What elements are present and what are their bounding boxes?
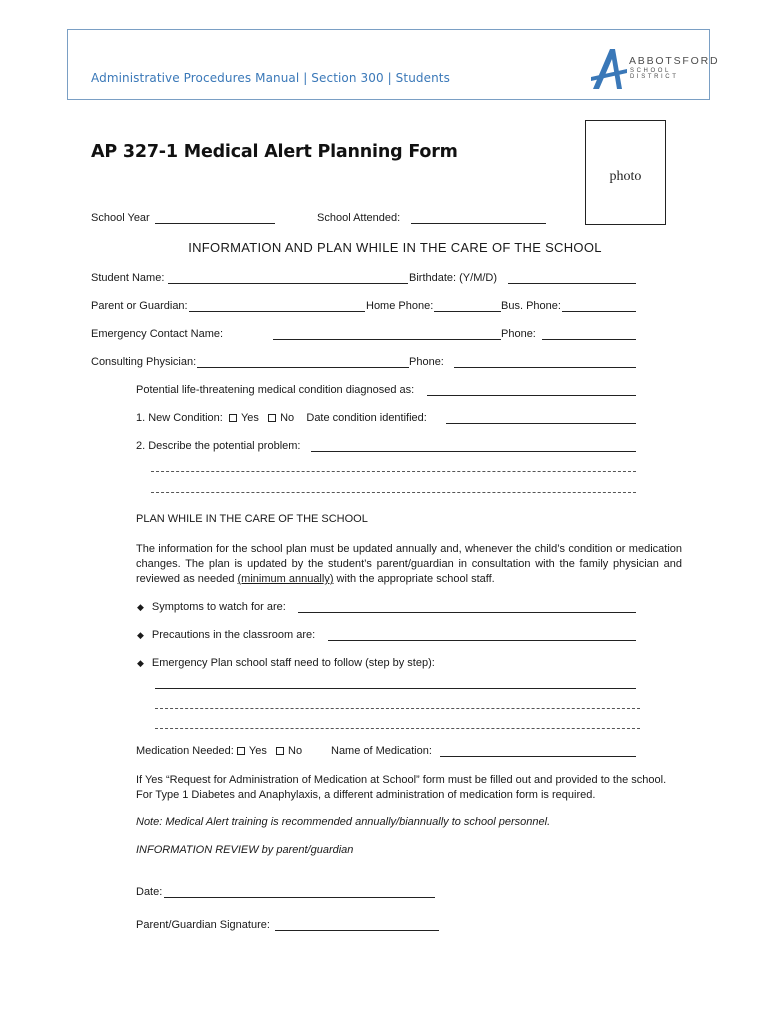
physician-label: Consulting Physician: [91,356,197,368]
plan-intro-text: The information for the school plan must be updated annually and, whenever the child’s condition or medication changes. The plan is updated by the student’s parent/guardian in consultation with the family physician and reviewed as needed [136,543,682,585]
precautions-label: Precautions in the classroom are: [151,629,316,641]
date-identified-field[interactable] [446,423,636,424]
form-title: AP 327-1 Medical Alert Planning Form [91,142,458,162]
medication-name-label: Name of Medication: [331,745,432,757]
plan-heading: PLAN WHILE IN THE CARE OF THE SCHOOL [136,513,368,525]
plan-intro-paragraph [136,542,682,587]
date-identified-label: Date condition identified: [306,412,427,424]
medication-needed-label: Medication Needed: [136,745,234,757]
emergency-plan-line-1[interactable] [155,688,636,689]
date-label: Date: [136,886,163,898]
student-name-label: Student Name: [91,272,165,284]
condition-diagnosed-label: Potential life-threatening medical condition diagnosed as: [136,384,415,396]
symptoms-label: Symptoms to watch for are: [151,601,286,613]
header-text: Administrative Procedures Manual | Section 300 | Students [91,71,450,85]
section-heading: INFORMATION AND PLAN WHILE IN THE CARE OF THE SCHOOL [188,240,602,255]
training-note: Note: Medical Alert training is recommended annually/biannually to school personnel. [136,816,551,828]
symptoms-field[interactable] [298,612,636,613]
new-condition-row [136,412,427,424]
plan-intro-text-end: with the appropriate school staff. [333,573,495,585]
birthdate-field[interactable] [508,283,636,284]
precautions-field[interactable] [328,640,636,641]
new-condition-no-checkbox[interactable] [268,414,276,422]
review-heading: INFORMATION REVIEW by parent/guardian [136,844,354,856]
plan-intro-underlined: (minimum annually) [237,573,334,585]
medication-no-label: No [288,745,303,757]
diamond-bullet-icon: ◆ [137,630,144,640]
bus-phone-field[interactable] [562,311,636,312]
home-phone-field[interactable] [434,311,501,312]
describe-problem-line-3[interactable] [151,492,636,493]
home-phone-label: Home Phone: [366,300,434,312]
emergency-phone-label: Phone: [501,328,536,340]
new-condition-yes-label: Yes [240,412,259,424]
medication-yes-checkbox[interactable] [237,747,245,755]
school-attended-field[interactable] [411,223,546,224]
document-header [67,29,720,100]
parent-guardian-label: Parent or Guardian: [91,300,188,312]
review-date-field[interactable] [164,897,435,898]
medication-needed-row [136,745,302,757]
logo-subtitle: SCHOOL DISTRICT [630,68,679,80]
precautions-row [137,629,315,641]
medication-name-field[interactable] [440,756,636,757]
emergency-plan-row [137,657,435,669]
medication-note: If Yes “Request for Administration of Medication at School” form must be filled out and provided to the school. For Type 1 Diabetes and Anaphylaxis, a different administration of medication form is required. [136,774,667,801]
school-year-field[interactable] [155,223,275,224]
medication-no-checkbox[interactable] [276,747,284,755]
school-attended-label: School Attended: [317,212,401,224]
district-logo [591,47,720,91]
emergency-plan-line-2[interactable] [155,708,640,709]
student-name-field[interactable] [168,283,408,284]
new-condition-yes-checkbox[interactable] [229,414,237,422]
describe-problem-line-2[interactable] [151,471,636,472]
diamond-bullet-icon: ◆ [137,658,144,668]
logo-name: ABBOTSFORD [629,55,720,67]
symptoms-row [137,601,286,613]
abbotsford-a-mark-icon [591,47,629,91]
school-year-label: School Year [91,212,150,224]
emergency-plan-label: Emergency Plan school staff need to follow (step by step): [151,657,435,669]
describe-problem-label: 2. Describe the potential problem: [136,440,301,452]
new-condition-no-label: No [280,412,295,424]
signature-field[interactable] [275,930,439,931]
diamond-bullet-icon: ◆ [137,602,144,612]
new-condition-label: 1. New Condition: [136,412,223,424]
emergency-plan-line-3[interactable] [155,728,640,729]
birthdate-label: Birthdate: (Y/M/D) [409,272,498,284]
emergency-phone-field[interactable] [542,339,636,340]
emergency-contact-label: Emergency Contact Name: [91,328,224,340]
physician-phone-label: Phone: [409,356,444,368]
describe-problem-field[interactable] [311,451,636,452]
physician-phone-field[interactable] [454,367,636,368]
medication-yes-label: Yes [248,745,267,757]
photo-box[interactable] [585,120,666,225]
physician-field[interactable] [197,367,409,368]
bus-phone-label: Bus. Phone: [501,300,561,312]
condition-diagnosed-field[interactable] [427,395,636,396]
parent-guardian-field[interactable] [189,311,365,312]
photo-label: photo [609,169,642,184]
signature-label: Parent/Guardian Signature: [136,919,270,931]
emergency-contact-field[interactable] [273,339,501,340]
